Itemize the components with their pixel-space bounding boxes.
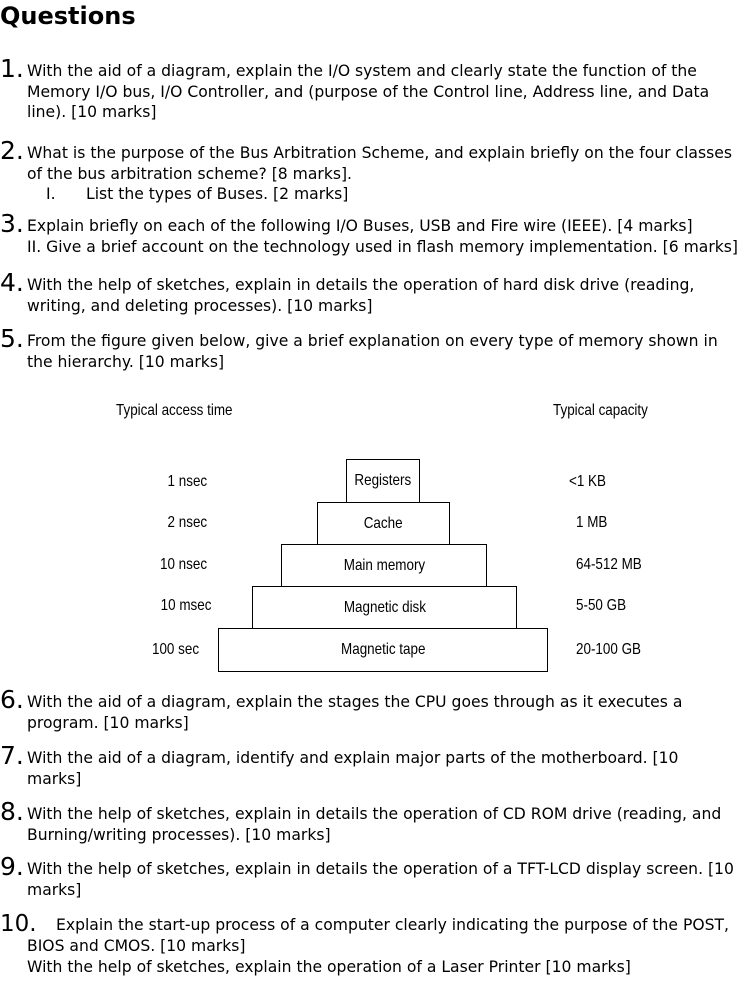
capacity-label: 64-512 MB xyxy=(576,556,642,573)
question-8 xyxy=(0,797,752,845)
capacity-label: 1 MB xyxy=(576,514,608,531)
question-number: 7. xyxy=(0,741,24,770)
question-2 xyxy=(0,136,752,184)
question-3 xyxy=(0,209,752,238)
memory-level-label: Cache xyxy=(364,514,403,532)
memory-level-label: Magnetic tape xyxy=(340,641,426,658)
capacity-label: <1 KB xyxy=(569,473,606,490)
memory-level-label: Main memory xyxy=(343,556,425,574)
question-6 xyxy=(0,685,752,733)
question-text: What is the purpose of the Bus Arbitration Scheme, and explain briefly on the four classes of the bus arbitration scheme? [8 marks]. xyxy=(27,144,732,183)
question-text: With the aid of a diagram, explain the I/O system and clearly state the function of the Memory I/O bus, I/O Controller, and (purpose of the Control line, Address line, and Data line). [10 marks] xyxy=(27,62,710,121)
question-text: From the figure given below, give a brief explanation on every type of memory shown in the hierarchy. [10 marks] xyxy=(27,332,718,371)
access-time-label: 2 nsec xyxy=(167,514,207,531)
question-text: With the aid of a diagram, explain the stages the CPU goes through as it executes a program. [10 marks] xyxy=(27,693,683,732)
access-time-label: 1 nsec xyxy=(167,473,207,490)
question-number: 2. xyxy=(0,136,24,165)
question-4 xyxy=(0,268,752,316)
question-number: 9. xyxy=(0,852,24,881)
access-time-header: Typical access time xyxy=(116,402,233,419)
subitem-numeral: I. xyxy=(46,185,56,203)
question-1 xyxy=(0,54,752,123)
question-text: Explain briefly on each of the following I/O Buses, USB and Fire wire (IEEE). [4 marks] xyxy=(27,217,693,235)
question-number: 3. xyxy=(0,209,24,238)
question-3-subitem: II. Give a brief account on the technology used in flash memory implementation. [6 marks] xyxy=(27,238,738,256)
question-text: With the help of sketches, explain in details the operation of CD ROM drive (reading, and Burning/writing processes). [10 marks] xyxy=(27,805,722,844)
question-7 xyxy=(0,741,752,789)
memory-level-box xyxy=(218,628,548,672)
question-text: Explain the start-up process of a computer clearly indicating the purpose of the POST, BIOS and CMOS. [10 marks] xyxy=(27,916,730,955)
question-5 xyxy=(0,324,752,372)
question-number: 4. xyxy=(0,268,24,297)
access-time-label: 100 sec xyxy=(151,641,199,658)
question-number: 5. xyxy=(0,324,24,353)
memory-level-box xyxy=(346,459,420,503)
capacity-label: 20-100 GB xyxy=(576,641,642,658)
question-text: With the help of sketches, explain in details the operation of hard disk drive (reading, writing, and deleting processes). [10 marks] xyxy=(27,276,695,315)
access-time-label: 10 nsec xyxy=(159,556,207,573)
question-number: 1. xyxy=(0,54,24,83)
memory-level-box xyxy=(281,544,487,587)
access-time-label: 10 msec xyxy=(160,597,211,614)
subitem-text: List the types of Buses. [2 marks] xyxy=(86,185,349,203)
question-text: With the help of sketches, explain in details the operation of a TFT-LCD display screen. [10 marks] xyxy=(27,860,734,899)
memory-level-label: Registers xyxy=(354,472,412,489)
question-text: With the aid of a diagram, identify and explain major parts of the motherboard. [10 marks] xyxy=(27,749,679,788)
question-number: 10. xyxy=(0,911,37,937)
memory-level-box xyxy=(317,502,450,545)
memory-level-label: Magnetic disk xyxy=(343,598,426,616)
page-title: Questions xyxy=(0,2,136,30)
memory-level-box xyxy=(252,586,517,629)
question-9 xyxy=(0,852,752,900)
question-number: 6. xyxy=(0,685,24,714)
question-number: 8. xyxy=(0,797,24,826)
capacity-label: 5-50 GB xyxy=(576,597,627,614)
question-10 xyxy=(0,911,752,956)
question-10-extra: With the help of sketches, explain the operation of a Laser Printer [10 marks] xyxy=(27,958,631,976)
capacity-header: Typical capacity xyxy=(553,402,648,419)
